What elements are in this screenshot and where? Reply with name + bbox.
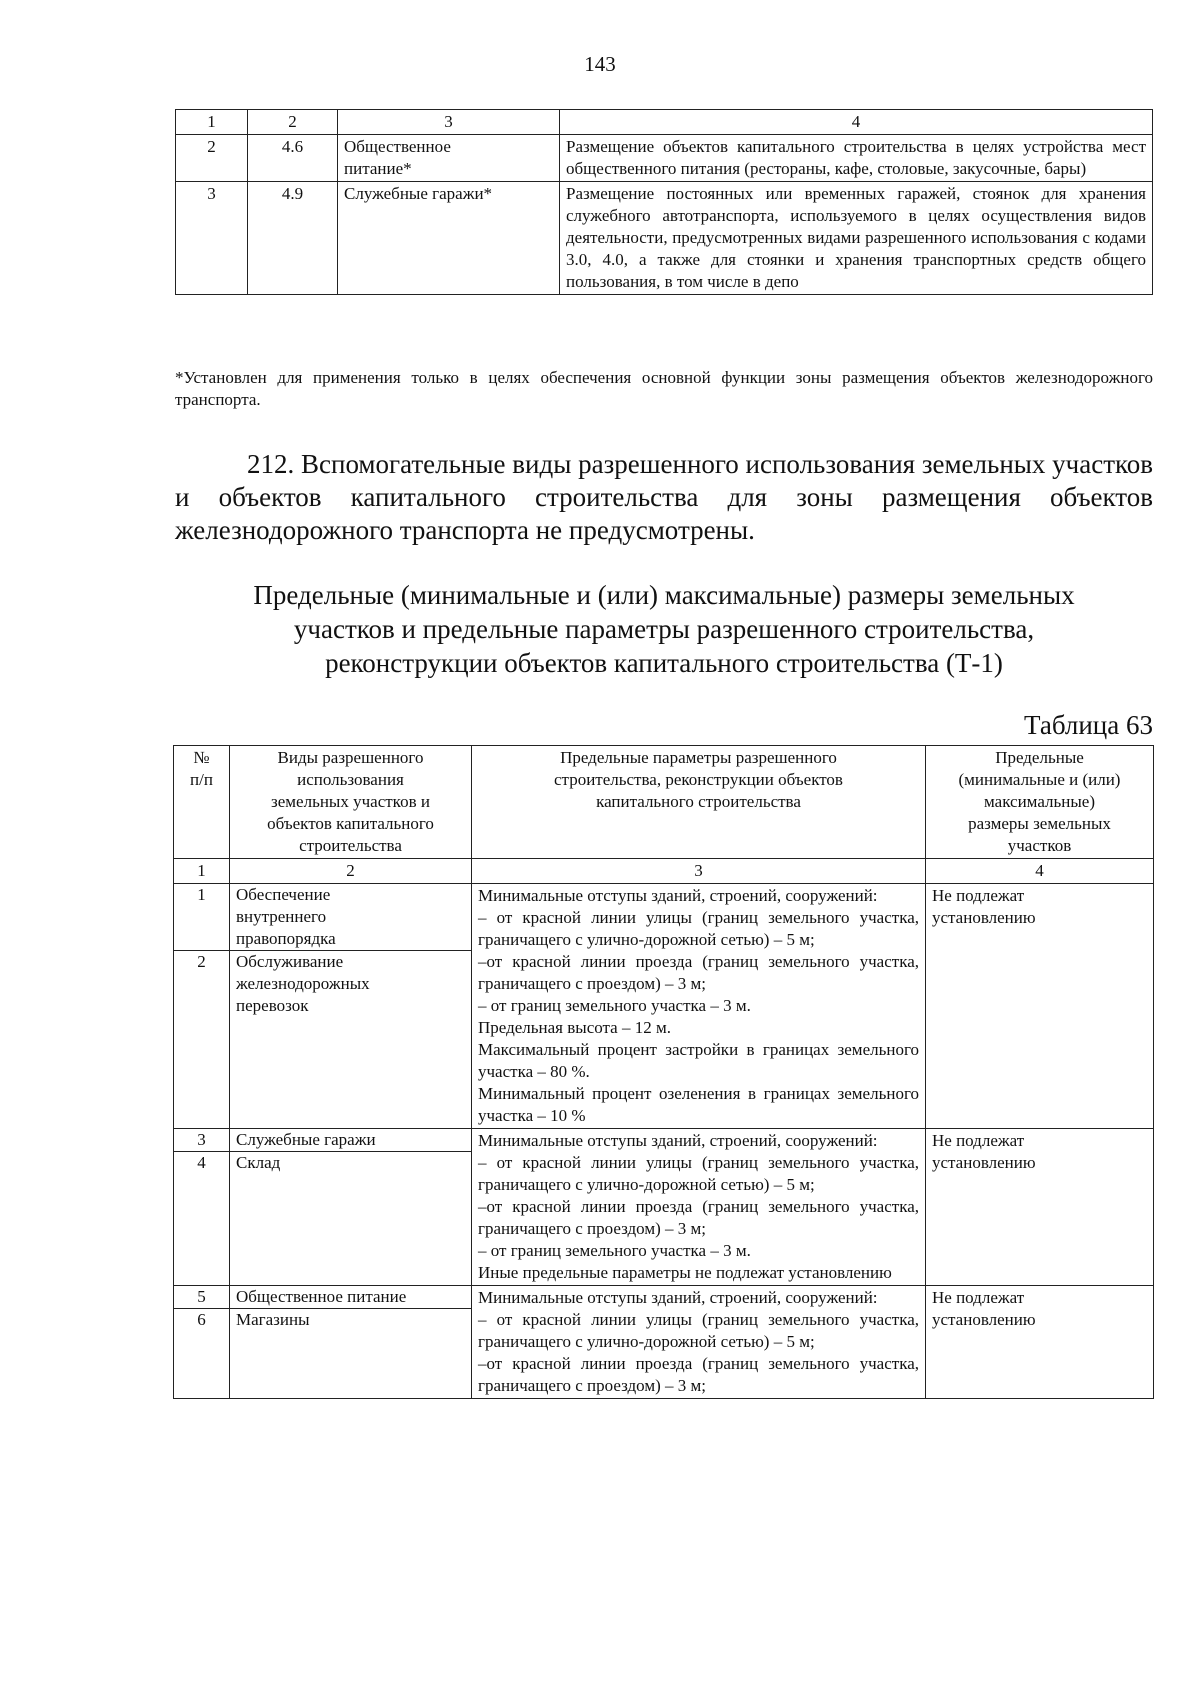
param-line: – от красной линии улицы (границ земельного участка, граничащего с улично-дорожной сетью) – 5 м; bbox=[478, 1153, 919, 1194]
param-line: –от красной линии проезда (границ земельного участка, граничащего с проездом) – 3 м; bbox=[478, 952, 919, 993]
row-number: 6 bbox=[174, 1308, 229, 1331]
header-kind: Виды разрешенного использования земельных участков и объектов капитального строительства bbox=[230, 746, 472, 859]
col-number: 2 bbox=[248, 110, 338, 135]
param-line: –от красной линии проезда (границ земельного участка, граничащего с проездом) – 3 м; bbox=[478, 1197, 919, 1238]
use-name: Обслуживание железнодорожных перевозок bbox=[230, 950, 471, 1017]
use-name: Магазины bbox=[230, 1308, 471, 1331]
col-number: 1 bbox=[174, 859, 230, 884]
limit-params bbox=[472, 1286, 926, 1399]
col-number: 3 bbox=[472, 859, 926, 884]
param-line: – от красной линии улицы (границ земельного участка, граничащего с улично-дорожной сетью) – 5 м; bbox=[478, 908, 919, 949]
param-line: –от красной линии проезда (границ земельного участка, граничащего с проездом) – 3 м; bbox=[478, 1354, 919, 1395]
use-name: Склад bbox=[230, 1151, 471, 1174]
use-name: Обеспечение внутреннего правопорядка bbox=[236, 885, 336, 948]
use-description: Размещение постоянных или временных гаражей, стоянок для хранения служебного автотранспорта, используемого в целях осуществления видов деятельности, предусмотренных видами разрешенного использования с кодами 3.0, 4.0, а также для стоянки и хранения транспортных средств общего пользования, в том числе в депо bbox=[560, 182, 1153, 295]
row-number: 3 bbox=[197, 1130, 206, 1149]
col-number: 2 bbox=[230, 859, 472, 884]
permitted-uses-table bbox=[175, 109, 1153, 295]
header-num: № п/п bbox=[174, 746, 230, 859]
section-heading-line: участков и предельные параметры разрешенного строительства, bbox=[293, 614, 1035, 644]
table-row bbox=[174, 1286, 1154, 1399]
footnote: *Установлен для применения только в целях обеспечения основной функции зоны размещения объектов железнодорожного транспорта. bbox=[175, 368, 1153, 409]
row-number: 3 bbox=[176, 182, 248, 295]
table-header-row bbox=[176, 110, 1153, 135]
param-line: – от красной линии улицы (границ земельного участка, граничащего с улично-дорожной сетью) – 5 м; bbox=[478, 1310, 919, 1351]
plot-size-limits: Не подлежат установлению bbox=[926, 884, 1154, 1129]
header-sizes: Предельные (минимальные и (или) максимальные) размеры земельных участков bbox=[926, 746, 1154, 859]
limits-table bbox=[173, 745, 1154, 1399]
plot-size-limits: Не подлежат установлению bbox=[926, 1129, 1154, 1286]
table-caption: Таблица 63 bbox=[1024, 710, 1153, 740]
param-line: Минимальный процент озеленения в границах земельного участка – 10 % bbox=[478, 1084, 919, 1125]
col-number: 1 bbox=[176, 110, 248, 135]
param-line: Предельная высота – 12 м. bbox=[478, 1018, 671, 1037]
header-params: Предельные параметры разрешенного строительства, реконструкции объектов капитального строительства bbox=[472, 746, 926, 859]
table-row bbox=[174, 884, 1154, 1129]
col-number: 4 bbox=[560, 110, 1153, 135]
param-line: Иные предельные параметры не подлежат установлению bbox=[478, 1263, 892, 1282]
use-code: 4.6 bbox=[248, 135, 338, 182]
limit-params bbox=[472, 884, 926, 1129]
plot-size-limits: Не подлежат установлению bbox=[926, 1286, 1154, 1399]
use-name: Общественное питание bbox=[236, 1287, 407, 1306]
col-number: 4 bbox=[926, 859, 1154, 884]
param-line: Минимальные отступы зданий, строений, сооружений: bbox=[478, 1288, 878, 1307]
section-heading bbox=[175, 578, 1153, 680]
use-name: Общественное питание* bbox=[338, 135, 560, 182]
param-line: Минимальные отступы зданий, строений, сооружений: bbox=[478, 886, 878, 905]
use-description: Размещение объектов капитального строительства в целях устройства мест общественного питания (рестораны, кафе, столовые, закусочные, бары) bbox=[560, 135, 1153, 182]
column-numbers-row bbox=[174, 859, 1154, 884]
param-line: Максимальный процент застройки в границах земельного участка – 80 %. bbox=[478, 1040, 919, 1081]
limit-params bbox=[472, 1129, 926, 1286]
table-row bbox=[176, 135, 1153, 182]
param-line: Минимальные отступы зданий, строений, сооружений: bbox=[478, 1131, 878, 1150]
use-name: Служебные гаражи* bbox=[338, 182, 560, 295]
row-number: 2 bbox=[174, 950, 229, 973]
use-name: Служебные гаражи bbox=[236, 1130, 376, 1149]
row-number: 4 bbox=[174, 1151, 229, 1174]
section-heading-line: реконструкции объектов капитального строительства (Т-1) bbox=[325, 648, 1003, 678]
page-number: 143 bbox=[584, 52, 616, 76]
paragraph-212: 212. Вспомогательные виды разрешенного использования земельных участков и объектов капитального строительства для зоны размещения объектов железнодорожного транспорта не предусмотрены. bbox=[175, 449, 1154, 545]
param-line: – от границ земельного участка – 3 м. bbox=[478, 1241, 751, 1260]
table-row bbox=[174, 1129, 1154, 1286]
use-code: 4.9 bbox=[248, 182, 338, 295]
table-header-row bbox=[174, 746, 1154, 859]
param-line: – от границ земельного участка – 3 м. bbox=[478, 996, 751, 1015]
row-number: 2 bbox=[176, 135, 248, 182]
col-number: 3 bbox=[338, 110, 560, 135]
row-number: 1 bbox=[197, 885, 206, 904]
row-number: 5 bbox=[197, 1287, 206, 1306]
section-heading-line: Предельные (минимальные и (или) максимальные) размеры земельных bbox=[253, 580, 1075, 610]
table-row bbox=[176, 182, 1153, 295]
